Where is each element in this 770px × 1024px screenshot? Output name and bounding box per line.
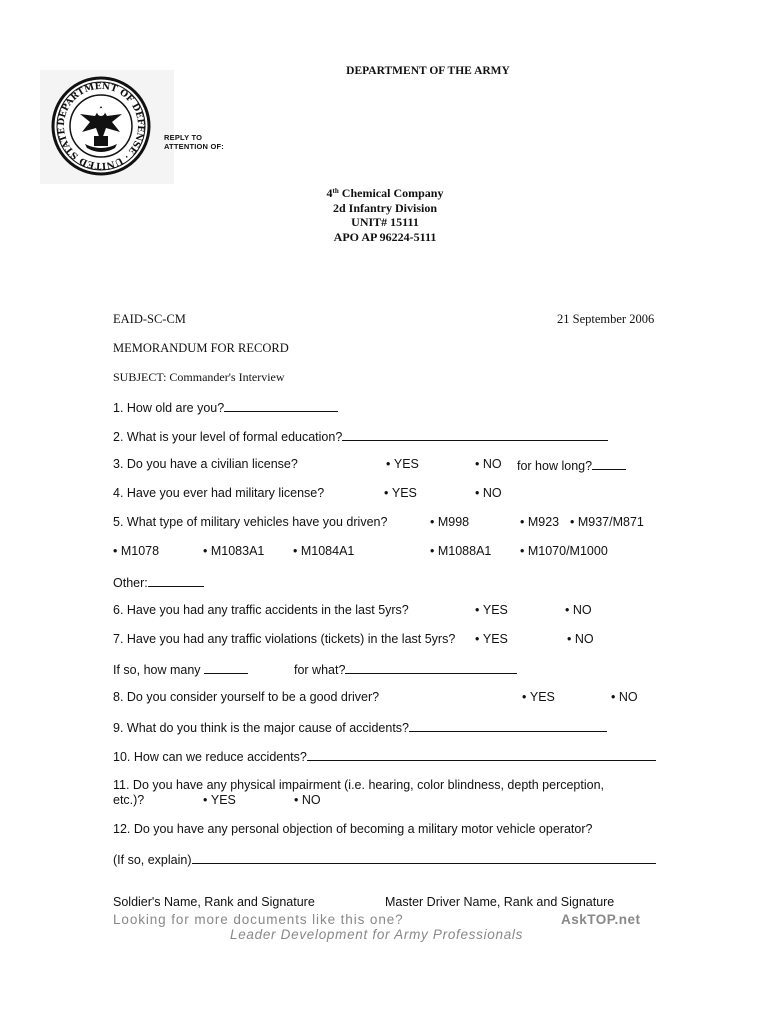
- question-12-label: 12. Do you have any personal objection of becoming a military motor vehicle operator?: [113, 822, 593, 836]
- violations-count: [113, 661, 248, 677]
- unit-ordinal: 4: [326, 186, 333, 200]
- unit-name-line: [0, 186, 770, 201]
- office-symbol: EAID-SC-CM: [113, 312, 186, 326]
- q3-no-option[interactable]: • NO: [475, 457, 502, 471]
- vehicle-option-m998[interactable]: • M998: [430, 515, 469, 529]
- violations-reason-label: for what?: [294, 663, 346, 677]
- q4-no-option[interactable]: • NO: [475, 486, 502, 500]
- education-answer-line[interactable]: [342, 428, 608, 441]
- license-duration-line[interactable]: [592, 457, 626, 470]
- question-11-line2: etc.)?: [113, 793, 145, 807]
- q7-yes-option[interactable]: • YES: [475, 632, 508, 646]
- question-2-label: 2. What is your level of formal education?: [113, 430, 343, 444]
- question-10: [113, 748, 656, 764]
- violations-reason: [294, 661, 517, 677]
- master-driver-signature-label: Master Driver Name, Rank and Signature: [385, 895, 615, 909]
- footer-site-link[interactable]: AskTOP.net: [561, 912, 641, 927]
- vehicle-option-m1088a1[interactable]: • M1088A1: [430, 544, 491, 558]
- vehicle-option-m937[interactable]: • M937/M871: [570, 515, 644, 529]
- violations-count-label: If so, how many: [113, 663, 201, 677]
- question-9: [113, 719, 607, 735]
- question-3-label: 3. Do you have a civilian license?: [113, 457, 298, 471]
- vehicle-option-m1084a1[interactable]: • M1084A1: [293, 544, 354, 558]
- q11-yes-option[interactable]: • YES: [203, 793, 236, 807]
- q6-yes-option[interactable]: • YES: [475, 603, 508, 617]
- memo-date: 21 September 2006: [557, 312, 655, 326]
- q4-yes-option[interactable]: • YES: [384, 486, 417, 500]
- question-10-label: 10. How can we reduce accidents?: [113, 750, 307, 764]
- soldier-signature-label: Soldier's Name, Rank and Signature: [113, 895, 315, 909]
- unit-name: Chemical Company: [338, 186, 444, 200]
- unit-ordinal-sup: th: [332, 187, 339, 195]
- question-12-explain: [113, 851, 656, 867]
- question-12-explain-label: (If so, explain): [113, 853, 192, 867]
- question-11-line1: 11. Do you have any physical impairment (i.e. hearing, color blindness, depth perception,: [113, 778, 605, 792]
- memo-title: MEMORANDUM FOR RECORD: [113, 341, 289, 355]
- reply-to-line: REPLY TO: [164, 133, 203, 142]
- reduce-accidents-line[interactable]: [307, 748, 656, 761]
- memo-subject: SUBJECT: Commander's Interview: [113, 370, 285, 384]
- q8-no-option[interactable]: • NO: [611, 690, 638, 704]
- objection-explain-line[interactable]: [192, 851, 656, 864]
- question-5-label: 5. What type of military vehicles have you driven?: [113, 515, 388, 529]
- question-7-label: 7. Have you had any traffic violations (tickets) in the last 5yrs?: [113, 632, 456, 646]
- unit-address-block: [0, 186, 770, 244]
- vehicle-option-m1078[interactable]: • M1078: [113, 544, 159, 558]
- violations-reason-line[interactable]: [345, 661, 517, 674]
- unit-number-line: UNIT# 15111: [351, 215, 419, 229]
- vehicle-option-m1083a1[interactable]: • M1083A1: [203, 544, 264, 558]
- question-4-label: 4. Have you ever had military license?: [113, 486, 325, 500]
- question-1: [113, 399, 338, 415]
- apo-line: APO AP 96224-5111: [333, 229, 437, 244]
- question-2: [113, 428, 608, 444]
- vehicle-other-line[interactable]: [148, 574, 204, 587]
- footer-tagline: Leader Development for Army Professionals: [230, 927, 524, 942]
- seal-text: DEPARTMENT OF DEFENSE · UNITED STATE: [56, 81, 146, 171]
- vehicle-option-m1070[interactable]: • M1070/M1000: [520, 544, 608, 558]
- attention-of-line: ATTENTION OF:: [164, 142, 224, 151]
- vehicle-other-label: Other:: [113, 576, 148, 590]
- vehicle-option-m923[interactable]: • M923: [520, 515, 559, 529]
- reply-to-label: [164, 133, 224, 151]
- q3-yes-option[interactable]: • YES: [386, 457, 419, 471]
- q3-duration-label: for how long?: [517, 459, 593, 473]
- violations-count-line[interactable]: [204, 661, 248, 674]
- question-9-label: 9. What do you think is the major cause of accidents?: [113, 721, 409, 735]
- question-1-label: 1. How old are you?: [113, 401, 225, 415]
- q6-no-option[interactable]: • NO: [565, 603, 592, 617]
- department-of-defense-seal: [40, 70, 174, 184]
- footer-prompt: Looking for more documents like this one?: [113, 912, 404, 927]
- age-answer-line[interactable]: [224, 399, 338, 412]
- division-line: 2d Infantry Division: [332, 200, 438, 215]
- q11-no-option[interactable]: • NO: [294, 793, 321, 807]
- accident-cause-line[interactable]: [409, 719, 607, 732]
- q8-yes-option[interactable]: • YES: [522, 690, 555, 704]
- question-6-label: 6. Have you had any traffic accidents in the last 5yrs?: [113, 603, 409, 617]
- question-8-label: 8. Do you consider yourself to be a good driver?: [113, 690, 380, 704]
- department-title: DEPARTMENT OF THE ARMY: [346, 65, 510, 77]
- q3-duration: [517, 457, 626, 473]
- q7-no-option[interactable]: • NO: [567, 632, 594, 646]
- vehicle-other: [113, 574, 204, 590]
